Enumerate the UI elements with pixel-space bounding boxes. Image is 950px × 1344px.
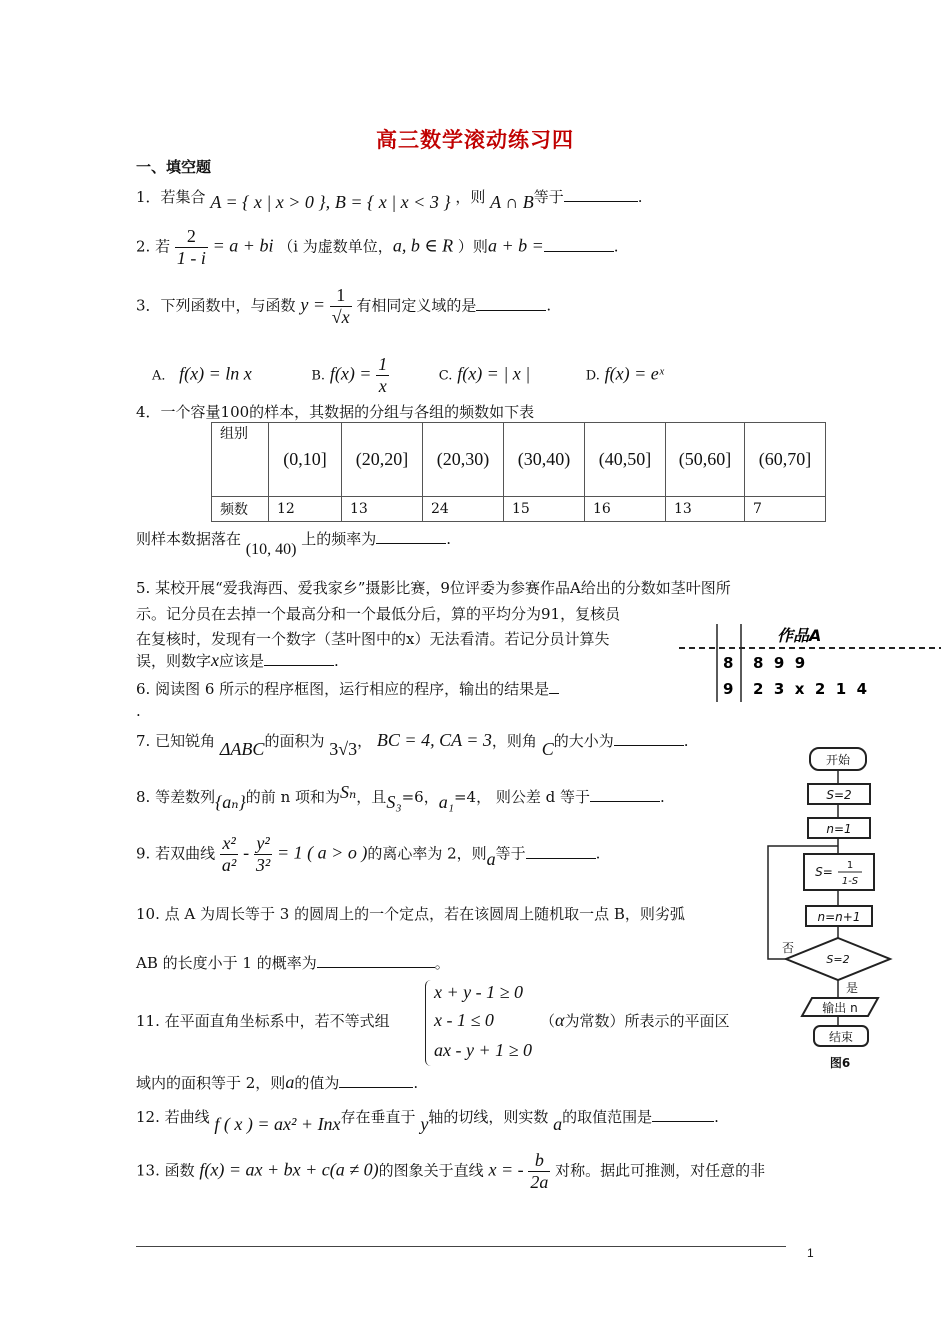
q9-x-num: x² [220, 833, 238, 855]
flow-assign-den: 1-S [841, 876, 859, 887]
q5-text: 误，则数字 [136, 652, 212, 670]
q11-ineq-1: x + y - 1 ≥ 0 [434, 982, 523, 1002]
flow-condition: S=2 [826, 953, 850, 966]
q11-ineq-2: x - 1 ≤ 0 [434, 1010, 494, 1030]
stem-row2-stem: 9 [723, 680, 734, 698]
option-b-den: x [378, 376, 387, 396]
q3-frac-den: √x [331, 307, 350, 327]
q12-function: f ( x ) = ax² + Inx [214, 1114, 341, 1134]
page-number: 1 [807, 1246, 814, 1260]
q9-text-b: 的离心率为 2，则 [367, 844, 487, 863]
q7-answer-blank[interactable] [614, 745, 684, 746]
q12-y: y [420, 1114, 429, 1134]
flow-increment: n=n+1 [817, 910, 861, 924]
q2-note: （i 为虚数单位， [278, 237, 393, 256]
q2-frac-num: 2 [175, 226, 208, 248]
q8-text: 8. 等差数列 [136, 788, 216, 806]
option-a: f(x) = ln x [179, 363, 252, 384]
q10-line-1: 10. 点 A 为周长等于 3 的圆周上的一个定点，若在该圆周上随机取一点 B，则劣弧 [136, 905, 685, 923]
stem-header: 作品A [777, 626, 822, 645]
table-cell: (30,40) [504, 423, 585, 497]
question-3 [136, 285, 551, 328]
table-cell: (20,30) [423, 423, 504, 497]
q11-ineq-3: ax - y + 1 ≥ 0 [434, 1040, 532, 1060]
q12-text-d: 的取值范围是 [562, 1108, 653, 1126]
q12-answer-blank[interactable] [652, 1121, 714, 1122]
q9-answer-blank[interactable] [526, 858, 596, 859]
table-cell: 16 [585, 497, 666, 522]
program-flowchart [762, 744, 898, 1074]
flow-init-s: S=2 [826, 788, 852, 802]
q5-line-3: 在复核时，发现有一个数字（茎叶图中的x）无法看清。若记分员计算失 [136, 630, 610, 648]
q4-after: 则样本数据落在 [136, 530, 242, 548]
flow-end: 结束 [828, 1030, 854, 1044]
q1-tail: 等于 [533, 188, 564, 206]
q12-end: . [714, 1108, 719, 1126]
stem-row2-leaves: 2 3 x 2 1 4 [753, 680, 868, 698]
table-cell: 24 [423, 497, 504, 522]
q13-text-c: 对称。据此可推测，对任意的非 [555, 1161, 766, 1180]
flow-caption: 图6 [829, 1056, 851, 1070]
q1-end: . [637, 188, 643, 206]
q11-l2-tail: 的值为 [294, 1074, 340, 1092]
q3-end: . [546, 296, 552, 315]
q1-expr: A ∩ B [490, 192, 534, 212]
q7-angle: C [541, 739, 554, 759]
q4-after2: 上的频率为 [301, 530, 377, 548]
question-8 [136, 782, 665, 812]
q8-sequence: {aₙ} [215, 792, 246, 812]
question-1 [136, 186, 643, 212]
question-9 [136, 833, 600, 876]
flow-assign: S= [815, 865, 833, 879]
q7-sides: BC = 4, CA = 3 [376, 730, 492, 750]
q11-line-2 [136, 1072, 418, 1093]
q7-text-b: 的面积为 [264, 732, 325, 750]
q1-text: 1．若集合 [136, 188, 206, 206]
q11-text: 11. 在平面直角坐标系中，若不等式组 [136, 1012, 390, 1030]
section-heading: 一、填空题 [136, 158, 212, 176]
table-row [212, 423, 826, 497]
q9-text: 9. 若双曲线 [136, 844, 216, 863]
q10-answer-blank[interactable] [317, 967, 435, 968]
question-4: 4．一个容量100的样本，其数据的分组与各组的频数如下表 [136, 403, 535, 421]
option-b-num: 1 [378, 354, 388, 374]
option-d-label: D. [585, 368, 600, 384]
q2-end: . [613, 237, 619, 256]
table-cell: (60,70] [745, 423, 826, 497]
q7-end: . [683, 732, 689, 750]
q11-l2-text: 域内的面积等于 2，则 [136, 1074, 286, 1092]
table-cell: 13 [666, 497, 745, 522]
q9-y-num: y² [254, 833, 272, 855]
q3-tail: 有相同定义域的是 [356, 296, 477, 315]
q5-line-4 [136, 650, 339, 671]
option-c-label: C. [438, 368, 453, 384]
q12-a: a [553, 1114, 563, 1134]
table-cell: 7 [745, 497, 826, 522]
option-d: f(x) = eˣ [604, 363, 664, 384]
question-6 [136, 678, 559, 699]
q11-brace [425, 980, 432, 1066]
q1-set-a: A = { x | x > 0 }, [210, 192, 331, 212]
option-b-fraction [376, 354, 389, 397]
q2-num: 2. 若 [136, 237, 171, 256]
q11-alpha: α [555, 1010, 565, 1030]
q5-end: . [334, 652, 339, 670]
q9-y-den: 3² [255, 855, 271, 875]
q9-end: . [595, 844, 601, 863]
table-cell: 15 [504, 497, 585, 522]
q9-a: a [486, 848, 496, 869]
q8-answer-blank[interactable] [590, 801, 660, 802]
q8-end: . [660, 788, 665, 806]
q3-answer-blank[interactable] [476, 310, 546, 311]
table-cell: (0,10] [269, 423, 342, 497]
q12-text: 12. 若曲线 [136, 1108, 210, 1126]
q13-text: 13. 函数 [136, 1161, 195, 1180]
q4-interval: (10, 40) [245, 541, 297, 558]
page-title: 高三数学滚动练习四 [376, 128, 574, 152]
table-cell: 13 [342, 497, 423, 522]
q5-answer-blank[interactable] [264, 665, 334, 666]
stem-row1-leaves: 8 9 9 [753, 654, 806, 672]
q13-x: x = - [488, 1159, 524, 1180]
q2-note2: ）则 [457, 237, 488, 256]
table-cell: (20,20] [342, 423, 423, 497]
q10-text: AB 的长度小于 1 的概率为 [136, 954, 317, 972]
q2-expr: a + b = [487, 235, 544, 256]
q7-text: 7. 已知锐角 [136, 732, 216, 750]
q9-minus: - [243, 842, 250, 863]
table-row-label: 频数 [212, 497, 269, 522]
footer-divider [136, 1246, 786, 1247]
q2-fraction [175, 226, 208, 269]
q3-y: y = [300, 294, 325, 315]
q6-text: 6. 阅读图 6 所示的程序框图，运行相应的程序，输出的结果是 [136, 680, 550, 698]
flow-no-label: 否 [781, 941, 795, 955]
q12-text-b: 存在垂直于 [340, 1108, 416, 1126]
q10-end: 。 [434, 954, 450, 972]
q4-followup [136, 528, 452, 558]
table-cell: (50,60] [666, 423, 745, 497]
q8-text-e: =4， 则公差 d 等于 [453, 788, 590, 806]
q11-tail [540, 1010, 729, 1031]
q8-text-d: =6， [401, 788, 439, 806]
q2-answer-blank[interactable] [544, 251, 614, 252]
q11-paren: （ [540, 1012, 556, 1030]
q3-fraction [330, 285, 352, 328]
q11-end: . [413, 1074, 419, 1092]
stem-row1-stem: 8 [723, 654, 734, 672]
q9-x-den: a² [221, 855, 237, 875]
q8-text-b: 的前 n 项和为 [245, 788, 340, 806]
q1-answer-blank[interactable] [564, 201, 638, 202]
q1-mid: ，则 [455, 188, 486, 206]
q7-text-d: ，则角 [491, 732, 537, 750]
q7-text-e: 的大小为 [553, 732, 614, 750]
q4-answer-blank[interactable] [376, 543, 446, 544]
q2-eq: = a + bi [212, 235, 274, 256]
question-12 [136, 1106, 719, 1134]
q8-a1: a₁ [438, 792, 454, 812]
q9-frac-x [220, 833, 238, 876]
q9-frac-y [254, 833, 272, 876]
q1-set-b: B = { x | x < 3 } [334, 192, 451, 212]
question-13 [136, 1150, 765, 1193]
q2-frac-den: 1 - i [176, 248, 206, 268]
q3-frac-num: 1 [330, 285, 352, 307]
q8-text-c: ，且 [356, 788, 387, 806]
option-b-label: B. [311, 368, 326, 384]
q5-text-b: 应该是 [219, 652, 265, 670]
q3-text: 3．下列函数中，与函数 [136, 296, 296, 315]
q11-answer-blank[interactable] [339, 1087, 413, 1088]
q13-num: b [528, 1150, 550, 1172]
flow-output: 输出 n [822, 1001, 858, 1015]
option-a-label: A． [152, 368, 175, 384]
q8-sn: Sₙ [340, 782, 357, 802]
flow-assign-num: 1 [846, 860, 854, 871]
table-cell: (40,50] [585, 423, 666, 497]
q8-s3: S₃ [386, 792, 402, 812]
q13-den: 2a [530, 1172, 549, 1192]
q7-triangle: ΔABC [219, 739, 265, 759]
q9-eq: = 1 ( a > o ) [277, 842, 368, 863]
table-row [212, 497, 826, 522]
q2-ab: a, b ∈ R [392, 235, 454, 256]
q9-text-c: 等于 [495, 844, 526, 863]
q13-function: f(x) = ax + bx + c(a ≠ 0) [199, 1159, 379, 1180]
q5-line-2: 示。记分员在去掉一个最高分和一个最低分后，算的平均分为91，复核员 [136, 605, 621, 623]
q13-fraction [528, 1150, 550, 1193]
q11-text-c: 为常数）所表示的平面区 [564, 1012, 730, 1030]
table-cell: 12 [269, 497, 342, 522]
q10-line-2 [136, 952, 450, 973]
question-2 [136, 226, 619, 269]
stem-leaf-plot [679, 620, 941, 704]
option-c: f(x) = | x | [457, 363, 531, 384]
q5-line-1: 5. 某校开展“爱我海西、爱我家乡”摄影比赛，9位评委为参赛作品A给出的分数如茎叶图所 [136, 579, 731, 597]
flow-start: 开始 [825, 753, 851, 767]
q13-text-b: 的图象关于直线 [378, 1161, 484, 1180]
q6-answer-blank[interactable] [549, 693, 559, 694]
q7-comma: ， [357, 732, 373, 750]
q4-end: . [446, 530, 452, 548]
q12-text-c: 轴的切线，则实数 [428, 1108, 549, 1126]
q6-end: . [136, 702, 141, 720]
q3-options [152, 354, 664, 397]
q7-area: 3√3 [329, 739, 358, 759]
flow-init-n: n=1 [826, 822, 852, 836]
table-header-label: 组别 [212, 423, 269, 497]
question-7 [136, 730, 689, 759]
option-b: f(x) = [329, 363, 372, 384]
flow-yes-label: 是 [845, 981, 859, 995]
q5-x: x [211, 650, 220, 670]
q11-a: a [285, 1072, 295, 1092]
frequency-table [211, 422, 826, 522]
